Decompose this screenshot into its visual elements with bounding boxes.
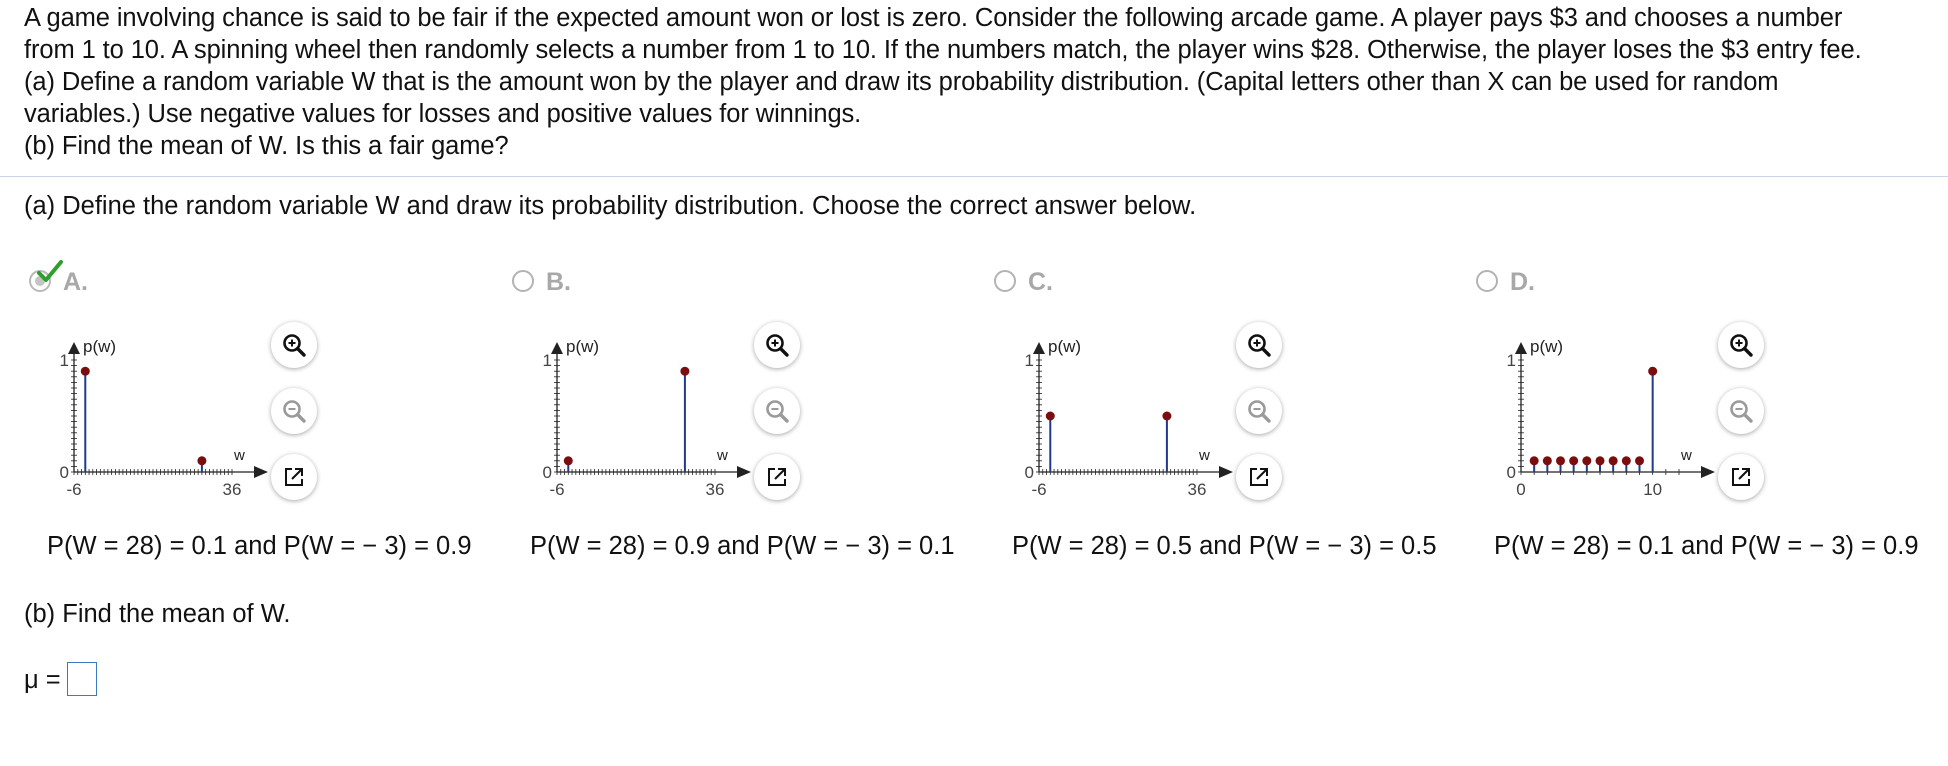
question-line: from 1 to 10. A spinning wheel then randomly selects a number from 1 to 10. If the numbers match, the player wins $28. Otherwise, the player loses the $3 entry fee. bbox=[24, 36, 1862, 64]
question-line: variables.) Use negative values for losses and positive values for winnings. bbox=[24, 100, 862, 128]
probability-point bbox=[1569, 456, 1578, 465]
question-line: (b) Find the mean of W. Is this a fair game? bbox=[24, 132, 509, 160]
question-text bbox=[24, 2, 1929, 162]
y-axis-label: p(w) bbox=[83, 337, 117, 356]
popout-button[interactable] bbox=[271, 454, 317, 500]
probability-point bbox=[1162, 412, 1171, 421]
zoom-out-button[interactable] bbox=[754, 388, 800, 434]
option-d bbox=[1474, 266, 1934, 576]
zoom-in-icon bbox=[1246, 332, 1272, 358]
y-tick-label: 1 bbox=[59, 351, 69, 370]
x-axis-label: w bbox=[717, 447, 728, 464]
zoom-out-icon bbox=[764, 398, 790, 424]
x-axis-label: w bbox=[1199, 447, 1210, 464]
y-axis-label: p(w) bbox=[566, 337, 600, 356]
y-tick-label: 0 bbox=[1506, 463, 1516, 482]
y-tick-label: 0 bbox=[59, 463, 69, 482]
y-axis-arrow bbox=[551, 342, 563, 354]
y-axis-label: p(w) bbox=[1530, 337, 1564, 356]
x-tick-label: 36 bbox=[705, 480, 725, 499]
x-axis-label: w bbox=[234, 447, 245, 464]
x-tick-label: -6 bbox=[66, 480, 82, 499]
probability-point bbox=[1596, 456, 1605, 465]
zoom-out-button[interactable] bbox=[1236, 388, 1282, 434]
popout-icon bbox=[282, 465, 306, 489]
option-letter: D. bbox=[1510, 268, 1535, 296]
probability-point bbox=[1046, 412, 1055, 421]
zoom-out-icon bbox=[281, 398, 307, 424]
zoom-in-icon bbox=[1728, 332, 1754, 358]
x-tick-label: 10 bbox=[1643, 480, 1663, 499]
divider bbox=[0, 176, 1948, 177]
x-axis-arrow bbox=[1701, 466, 1715, 478]
x-tick-label: 36 bbox=[222, 480, 242, 499]
zoom-in-button[interactable] bbox=[1718, 322, 1764, 368]
probability-point bbox=[1582, 456, 1591, 465]
zoom-out-button[interactable] bbox=[1718, 388, 1764, 434]
option-letter: B. bbox=[546, 268, 571, 296]
probability-point bbox=[1635, 456, 1644, 465]
x-axis-label: w bbox=[1681, 447, 1692, 464]
y-axis-arrow bbox=[1515, 342, 1527, 354]
zoom-in-button[interactable] bbox=[1236, 322, 1282, 368]
option-caption: P(W = 28) = 0.1 and P(W = − 3) = 0.9 bbox=[1494, 532, 1919, 560]
zoom-out-icon bbox=[1728, 398, 1754, 424]
option-c bbox=[992, 266, 1452, 576]
question-line: A game involving chance is said to be fair if the expected amount won or lost is zero. Consider the following arcade game. A player pays $3 and chooses a number bbox=[24, 4, 1843, 32]
x-tick-label: 36 bbox=[1187, 480, 1207, 499]
probability-point bbox=[81, 367, 90, 376]
popout-button[interactable] bbox=[1236, 454, 1282, 500]
probability-point bbox=[1530, 456, 1539, 465]
zoom-in-icon bbox=[281, 332, 307, 358]
part-a-prompt: (a) Define the random variable W and draw its probability distribution. Choose the correct answer below. bbox=[24, 192, 1197, 220]
option-caption: P(W = 28) = 0.5 and P(W = − 3) = 0.5 bbox=[1012, 532, 1437, 560]
y-tick-label: 1 bbox=[542, 351, 552, 370]
probability-point bbox=[1648, 367, 1657, 376]
probability-graph bbox=[510, 312, 760, 512]
probability-graph bbox=[27, 312, 277, 512]
probability-point bbox=[197, 456, 206, 465]
option-a bbox=[27, 266, 487, 576]
y-axis-arrow bbox=[68, 342, 80, 354]
x-axis-arrow bbox=[737, 466, 751, 478]
y-tick-label: 0 bbox=[1024, 463, 1034, 482]
y-tick-label: 0 bbox=[542, 463, 552, 482]
y-tick-label: 1 bbox=[1024, 351, 1034, 370]
option-radio[interactable] bbox=[994, 270, 1016, 292]
option-caption: P(W = 28) = 0.9 and P(W = − 3) = 0.1 bbox=[530, 532, 955, 560]
zoom-out-button[interactable] bbox=[271, 388, 317, 434]
x-tick-label: 0 bbox=[1516, 480, 1526, 499]
probability-point bbox=[680, 367, 689, 376]
zoom-in-button[interactable] bbox=[271, 322, 317, 368]
mu-label: μ = bbox=[24, 666, 61, 694]
option-radio[interactable] bbox=[512, 270, 534, 292]
probability-point bbox=[1622, 456, 1631, 465]
y-axis-label: p(w) bbox=[1048, 337, 1082, 356]
zoom-out-icon bbox=[1246, 398, 1272, 424]
probability-point bbox=[564, 456, 573, 465]
probability-point bbox=[1556, 456, 1565, 465]
x-axis-arrow bbox=[254, 466, 268, 478]
option-b bbox=[510, 266, 970, 576]
question-line: (a) Define a random variable W that is the amount won by the player and draw its probability distribution. (Capital letters other than X can be used for random bbox=[24, 68, 1779, 96]
popout-button[interactable] bbox=[1718, 454, 1764, 500]
part-b-prompt: (b) Find the mean of W. bbox=[24, 600, 291, 628]
option-letter: A. bbox=[63, 268, 88, 296]
y-axis-arrow bbox=[1033, 342, 1045, 354]
correct-check-icon bbox=[37, 260, 63, 284]
probability-graph bbox=[992, 312, 1242, 512]
popout-icon bbox=[1247, 465, 1271, 489]
popout-icon bbox=[1729, 465, 1753, 489]
x-tick-label: -6 bbox=[1031, 480, 1047, 499]
option-letter: C. bbox=[1028, 268, 1053, 296]
popout-icon bbox=[765, 465, 789, 489]
mean-answer-input[interactable] bbox=[67, 662, 97, 696]
zoom-in-icon bbox=[764, 332, 790, 358]
probability-point bbox=[1609, 456, 1618, 465]
zoom-in-button[interactable] bbox=[754, 322, 800, 368]
y-tick-label: 1 bbox=[1506, 351, 1516, 370]
x-tick-label: -6 bbox=[549, 480, 565, 499]
probability-graph bbox=[1474, 312, 1724, 512]
popout-button[interactable] bbox=[754, 454, 800, 500]
x-axis-arrow bbox=[1219, 466, 1233, 478]
option-caption: P(W = 28) = 0.1 and P(W = − 3) = 0.9 bbox=[47, 532, 472, 560]
probability-point bbox=[1543, 456, 1552, 465]
option-radio[interactable] bbox=[1476, 270, 1498, 292]
